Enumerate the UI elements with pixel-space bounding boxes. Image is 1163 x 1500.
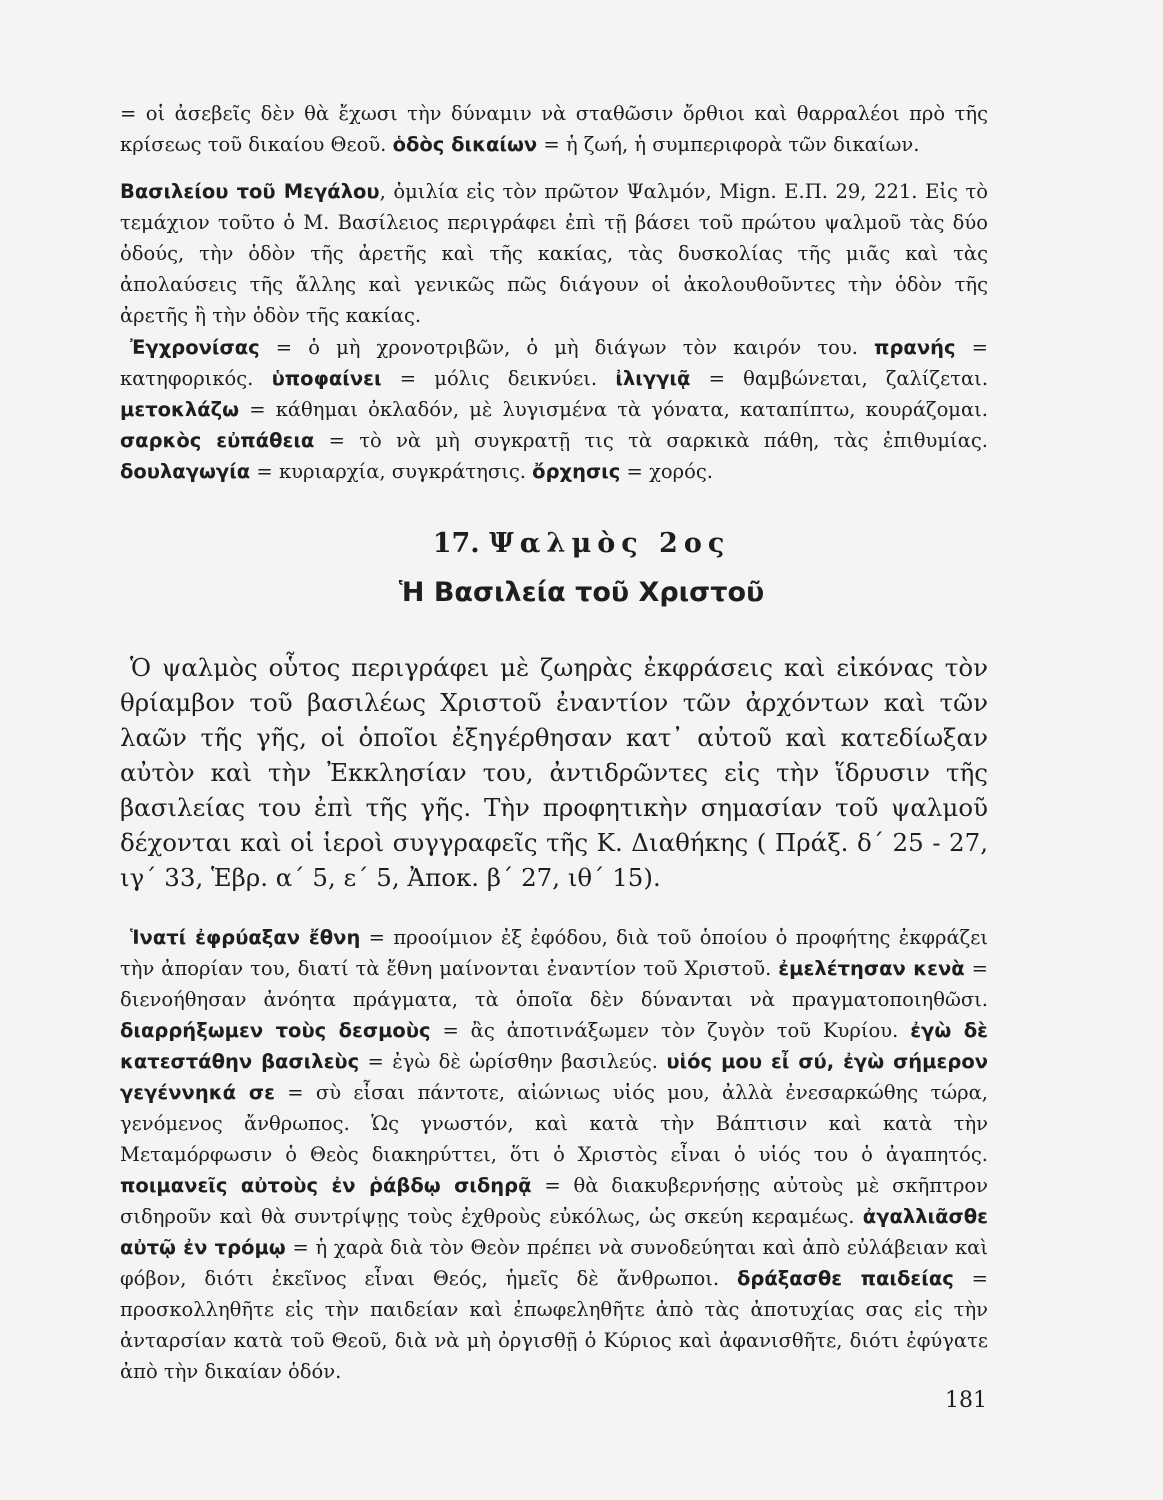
gloss-def: = ὁ μὴ χρονοτριβῶν, ὁ μὴ διάγων τὸν καιρόν του. bbox=[275, 336, 858, 359]
source-description: Εἰς τὸ τεμάχιον τοῦτο ὁ Μ. Βασίλειος περιγράφει ἐπὶ τῇ βάσει τοῦ πρώτου ψαλμοῦ τὰς δύο ὁδούς, τὴν ὁδὸν τῆς ἀρετῆς καὶ τῆς κακίας, τὰς δυσκολίας τῆς μιᾶς καὶ τὰς ἀπολαύσεις τῆς ἄλλης καὶ γενικῶς πῶς διάγουν οἱ ἀκολουθοῦντες τὴν ὁδὸν τῆς ἀρετῆς ἢ τὴν ὁδὸν τῆς κακίας. bbox=[120, 180, 989, 327]
gloss-term-odos: ὁδὸς δικαίων bbox=[392, 133, 538, 156]
gloss-term: ὑποφαίνει bbox=[271, 367, 382, 390]
gloss-def: = διενοήθησαν ἀνόητα πράγματα, τὰ ὁποῖα δὲν δύνανται νὰ πραγματοποιηθῶσι. bbox=[120, 957, 988, 1011]
gloss-def: = θαμβώνεται, ζαλίζεται. bbox=[708, 367, 989, 390]
gloss-term: ἐμελέτησαν κενὰ bbox=[778, 957, 965, 980]
psalm1-gloss-paragraph bbox=[120, 98, 988, 160]
gloss-def: = προοίμιον ἐξ ἐφόδου, διὰ τοῦ ὁποίου ὁ προφήτης ἐκφράζει τὴν ἀπορίαν του, διατί τὰ ἔθνη μαίνονται ἐναντίον τοῦ Χριστοῦ. bbox=[120, 926, 988, 980]
page-number: 181 bbox=[945, 1388, 987, 1413]
gloss-def: = θὰ διακυβερνήσῃς αὐτοὺς μὲ σκῆπτρον σιδηροῦν καὶ θὰ συντρίψῃς τοὺς ἐχθροὺς εὐκόλως, ὡς σκεύη κεραμέως. bbox=[120, 1174, 989, 1228]
gloss-def: = κάθημαι ὀκλαδόν, μὲ λυγισμένα τὰ γόνατα, καταπίπτω, κουράζομαι. bbox=[249, 398, 988, 421]
gloss-def: = ἂς ἀποτινάξωμεν τὸν ζυγὸν τοῦ Κυρίου. bbox=[442, 1019, 899, 1042]
gloss-term: δουλαγωγία bbox=[120, 460, 251, 483]
gloss-term: ὄρχησις bbox=[532, 460, 621, 483]
gloss-def: = ἐγὼ δὲ ὡρίσθην βασιλεύς. bbox=[367, 1050, 659, 1073]
gloss-def: = μόλις δεικνύει. bbox=[399, 367, 598, 390]
gloss-term: ἐγὼ δὲ κατεστάθην βασιλεὺς bbox=[120, 1019, 988, 1073]
gloss-def: = ἡ χαρὰ διὰ τὸν Θεὸν πρέπει νὰ συνοδεύηται καὶ ἀπὸ εὐλάβειαν καὶ φόβον, διότι ἐκεῖνος εἶναι Θεός, ἡμεῖς δὲ ἄνθρωποι. bbox=[120, 1236, 988, 1290]
chapter-subtitle: Ἡ Βασιλεία τοῦ Χριστοῦ bbox=[398, 577, 765, 608]
gloss-term: Ἱνατί ἐφρύαξαν ἔθνη bbox=[130, 926, 361, 949]
gloss-term: σαρκὸς εὐπάθεια bbox=[120, 429, 315, 452]
gloss-def: = τὸ νὰ μὴ συγκρατῇ τις τὰ σαρκικὰ πάθη, τὰς ἐπιθυμίας. bbox=[328, 429, 988, 452]
top-section bbox=[120, 98, 988, 160]
glossary-psalm2 bbox=[120, 922, 988, 1387]
chapter-title: Ψαλμὸς 2ος bbox=[489, 528, 731, 559]
glossary-basil bbox=[120, 332, 988, 487]
glossary-psalm2-paragraph bbox=[120, 922, 988, 1387]
chapter-heading bbox=[0, 528, 1163, 559]
gloss-term: διαρρήξωμεν τοὺς δεσμοὺς bbox=[120, 1019, 431, 1042]
gloss-term: υἱός μου εἶ σύ, ἐγὼ σήμερον γεγέννηκά σε bbox=[120, 1050, 989, 1104]
gloss-term: μετοκλάζω bbox=[120, 398, 240, 421]
intro-paragraph: Ὁ ψαλμὸς οὗτος περιγράφει μὲ ζωηρὰς ἐκφράσεις καὶ εἰκόνας τὸν θρίαμβον τοῦ βασιλέως Χριστοῦ ἐναντίον τῶν ἀρχόντων καὶ τῶν λαῶν τῆς γῆς, οἱ ὁποῖοι ἐξηγέρθησαν κατ᾿ αὐτοῦ καὶ κατεδίωξαν αὐτὸν καὶ τὴν Ἐκκλησίαν του, ἀντιδρῶντες εἰς τὴν ἵδρυσιν τῆς βασιλείας του ἐπὶ τῆς γῆς. Τὴν προφητικὴν σημασίαν τοῦ ψαλμοῦ δέχονται καὶ οἱ ἱεροὶ συγγραφεῖς τῆς Κ. Διαθήκης ( Πράξ. δ΄ 25 - 27, ιγ΄ 33, Ἑβρ. α΄ 5, ε΄ 5, Ἀποκ. β΄ 27, ιθ΄ 15). bbox=[120, 653, 988, 892]
gloss-def: = κυριαρχία, συγκράτησις. bbox=[256, 460, 526, 483]
glossary-basil-paragraph bbox=[120, 332, 988, 487]
source-section bbox=[120, 176, 988, 331]
gloss-def-odos: = ἡ ζωή, ἡ συμπεριφορὰ τῶν δικαίων. bbox=[543, 133, 920, 156]
gloss-term: ποιμανεῖς αὐτοὺς ἐν ῥάβδῳ σιδηρᾷ bbox=[120, 1174, 532, 1197]
gloss-term: ἀγαλλιᾶσθε αὐτῷ ἐν τρόμῳ bbox=[120, 1205, 988, 1259]
intro-section bbox=[120, 650, 988, 895]
source-citation-paragraph bbox=[120, 176, 988, 331]
gloss-text-asebeis: = οἱ ἀσεβεῖς δὲν θὰ ἔχωσι τὴν δύναμιν νὰ σταθῶσιν ὄρθιοι καὶ θαρραλέοι πρὸ τῆς κρίσεως τοῦ δικαίου Θεοῦ. bbox=[120, 102, 988, 156]
gloss-def: = κατηφορικός. bbox=[120, 336, 989, 390]
gloss-def: = χορός. bbox=[626, 460, 713, 483]
gloss-term: Ἐγχρονίσας bbox=[130, 336, 260, 359]
gloss-term: δράξασθε παιδείας bbox=[737, 1267, 954, 1290]
gloss-term: ἰλιγγιᾷ bbox=[615, 367, 691, 390]
chapter-number: 17. bbox=[432, 528, 480, 559]
gloss-def: = προσκολληθῆτε εἰς τὴν παιδείαν καὶ ἐπωφεληθῆτε ἀπὸ τὰς ἀποτυχίας σας εἰς τὴν ἀνταρσίαν κατὰ τοῦ Θεοῦ, διὰ νὰ μὴ ὀργισθῇ ὁ Κύριος καὶ ἀφανισθῆτε, διότι ἐφύγατε ἀπὸ τὴν δικαίαν ὁδόν. bbox=[120, 1267, 989, 1383]
source-citation: , ὁμιλία εἰς τὸν πρῶτον Ψαλμόν, Mign. Ε.Π. 29, 221. bbox=[379, 180, 918, 203]
gloss-term: πρανής bbox=[874, 336, 956, 359]
source-author: Βασιλείου τοῦ Μεγάλου bbox=[120, 180, 380, 203]
gloss-def: = σὺ εἶσαι πάντοτε, αἰώνιως υἱός μου, ἀλλὰ ἐνεσαρκώθης τώρα, γενόμενος ἄνθρωπος. Ὡς γνωστόν, καὶ κατὰ τὴν Βάπτισιν καὶ κατὰ τὴν Μεταμόρφωσιν ὁ Θεὸς διακηρύττει, ὅτι ὁ Χριστὸς εἶναι ὁ υἱός του ὁ ἀγαπητός. bbox=[120, 1081, 989, 1166]
